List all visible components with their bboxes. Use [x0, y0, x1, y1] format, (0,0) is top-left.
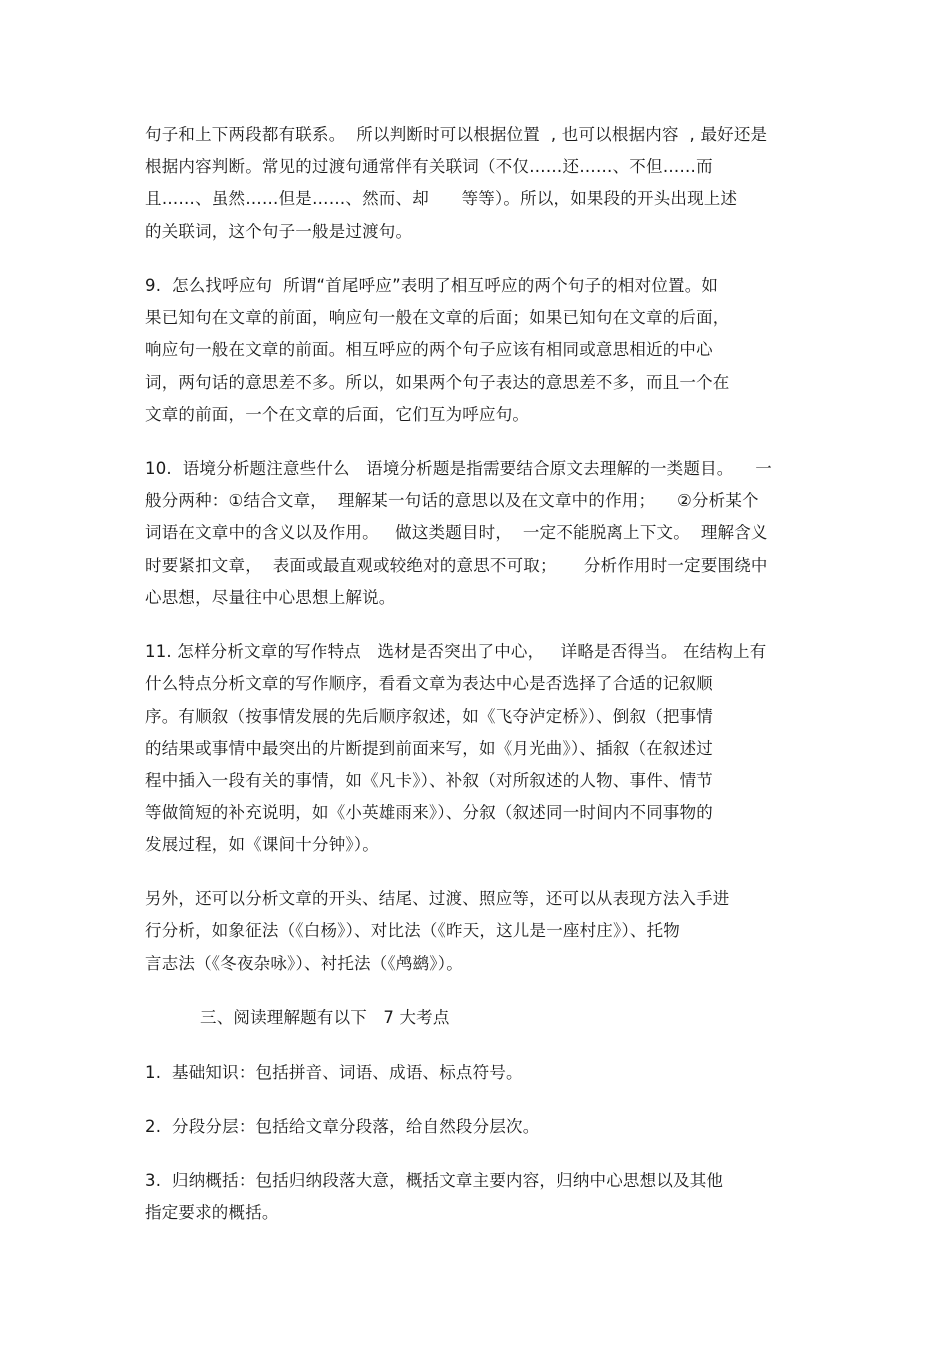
- section-11-line-6: 等做简短的补充说明，如《小英雄雨来》）、分叙（叙述同一时间内不同事物的: [145, 803, 713, 822]
- additional-paragraph-line-2: 行分析，如象征法（《白杨》）、对比法（《昨天，这儿是一座村庄》）、托物: [145, 921, 680, 940]
- point-1: 1. 基础知识：包括拼音、词语、成语、标点符号。: [145, 1063, 523, 1082]
- section-11-line-3: 序。有顺叙（按事情发展的先后顺序叙述，如《飞夺泸定桥》）、倒叙（把事情: [145, 707, 713, 726]
- section-11-line-5: 程中插入一段有关的事情，如《凡卡》）、补叙（对所叙述的人物、事件、情节: [145, 771, 713, 790]
- section-heading: 三、阅读理解题有以下 7 大考点: [200, 1008, 450, 1027]
- section-10-line-3: 词语在文章中的含义以及作用。 做这类题目时， 一定不能脱离上下文。 理解含义: [145, 523, 768, 542]
- paragraph-transition-line-1: 句子和上下两段都有联系。 所以判断时可以根据位置 , 也可以根据内容 , 最好还是: [145, 125, 768, 144]
- additional-paragraph-line-1: 另外，还可以分析文章的开头、结尾、过渡、照应等，还可以从表现方法入手进: [145, 889, 730, 908]
- point-3-line-1: 3. 归纳概括：包括归纳段落大意，概括文章主要内容，归纳中心思想以及其他: [145, 1171, 724, 1190]
- paragraph-transition-line-4: 的关联词，这个句子一般是过渡句。: [145, 222, 413, 241]
- section-9-line-5: 文章的前面，一个在文章的后面，它们互为呼应句。: [145, 405, 530, 424]
- section-11-line-1: 11. 怎样分析文章的写作特点 选材是否突出了中心， 详略是否得当。 在结构上有: [145, 642, 767, 661]
- section-9-line-3: 响应句一般在文章的前面。相互呼应的两个句子应该有相同或意思相近的中心: [145, 340, 713, 359]
- paragraph-transition-line-2: 根据内容判断。常见的过渡句通常伴有关联词（不仅……还……、不但……而: [145, 157, 713, 176]
- section-10-line-5: 心思想，尽量往中心思想上解说。: [145, 588, 396, 607]
- section-10-line-4: 时要紧扣文章， 表面或最直观或较绝对的意思不可取； 分析作用时一定要围绕中: [145, 556, 768, 575]
- section-11-line-7: 发展过程，如《课间十分钟》）。: [145, 835, 379, 854]
- section-9-line-1: 9. 怎么找呼应句 所谓“首尾呼应”表明了相互呼应的两个句子的相对位置。如: [145, 276, 719, 295]
- paragraph-transition-line-3: 且……、虽然……但是……、然而、却 等等）。所以，如果段的开头出现上述: [145, 189, 738, 208]
- section-9-line-2: 果已知句在文章的前面，响应句一般在文章的后面；如果已知句在文章的后面，: [145, 308, 730, 327]
- section-11-line-2: 什么特点分析文章的写作顺序，看看文章为表达中心是否选择了合适的记叙顺: [145, 674, 713, 693]
- section-10-line-2: 般分两种：①结合文章， 理解某一句话的意思以及在文章中的作用； ②分析某个: [145, 491, 759, 510]
- additional-paragraph-line-3: 言志法（《冬夜杂咏》）、衬托法（《鸬鹚》）。: [145, 954, 463, 973]
- section-10-line-1: 10. 语境分析题注意些什么 语境分析题是指需要结合原文去理解的一类题目。 一: [145, 459, 772, 478]
- section-11-line-4: 的结果或事情中最突出的片断提到前面来写，如《月光曲》）、插叙（在叙述过: [145, 739, 713, 758]
- point-3-line-2: 指定要求的概括。: [145, 1203, 279, 1222]
- section-9-line-4: 词，两句话的意思差不多。所以，如果两个句子表达的意思差不多，而且一个在: [145, 373, 730, 392]
- point-2: 2. 分段分层：包括给文章分段落，给自然段分层次。: [145, 1117, 540, 1136]
